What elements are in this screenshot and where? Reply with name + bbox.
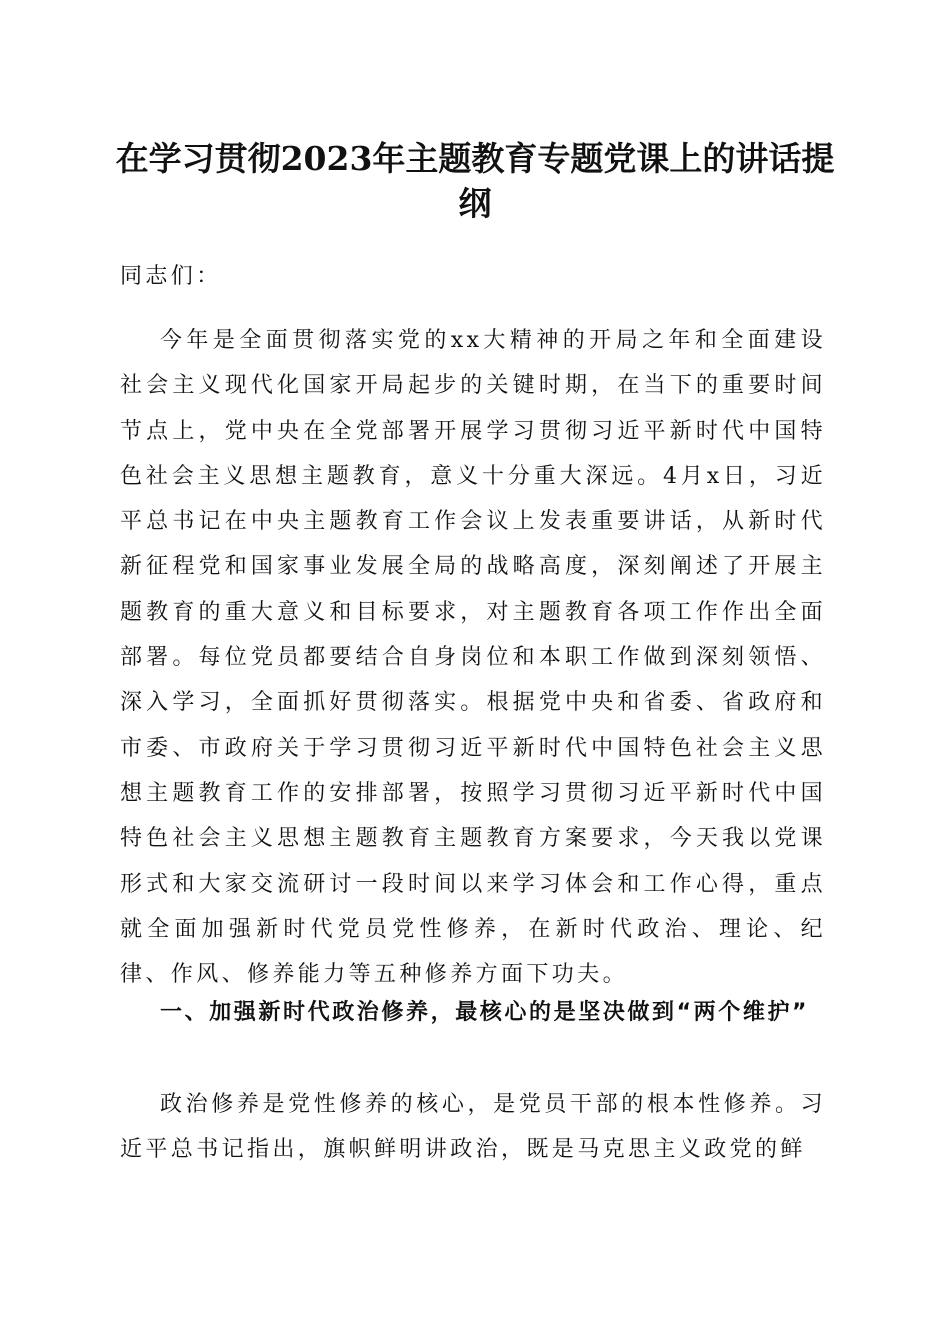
intro-paragraph: 今年是全面贯彻落实党的xx大精神的开局之年和全面建设社会主义现代化国家开局起步的关键时期，在当下的重要时间节点上，党中央在全党部署开展学习贯彻习近平新时代中国特色社会主义思想主题教育，意义十分重大深远。4月x日，习近平总书记在中央主题教育工作会议上发表重要讲话，从新时代新征程党和国家事业发展全局的战略高度，深刻阐述了开展主题教育的重大意义和目标要求，对主题教育各项工作作出全面部署。每位党员都要结合自身岗位和本职工作做到深刻领悟、深入学习，全面抓好贯彻落实。根据党中央和省委、省政府和市委、市政府关于学习贯彻习近平新时代中国特色社会主义思想主题教育工作的安排部署，按照学习贯彻习近平新时代中国特色社会主义思想主题教育主题教育方案要求，今天我以党课形式和大家交流研讨一段时间以来学习体会和工作心得，重点就全面加强新时代党员党性修养，在新时代政治、理论、纪律、作风、修养能力等五种修养方面下功夫。 [120, 328, 826, 988]
section-1-paragraph: 政治修养是党性修养的核心，是党员干部的根本性修养。习近平总书记指出，旗帜鲜明讲政治，既是马克思主义政党的鲜 [120, 1092, 826, 1163]
greeting: 同志们： [120, 264, 222, 289]
section-heading-1: 一、加强新时代政治修养，最核心的是坚决做到“两个维护” [160, 1000, 810, 1025]
document-title: 在学习贯彻2023年主题教育专题党课上的讲话提纲 [115, 139, 835, 223]
